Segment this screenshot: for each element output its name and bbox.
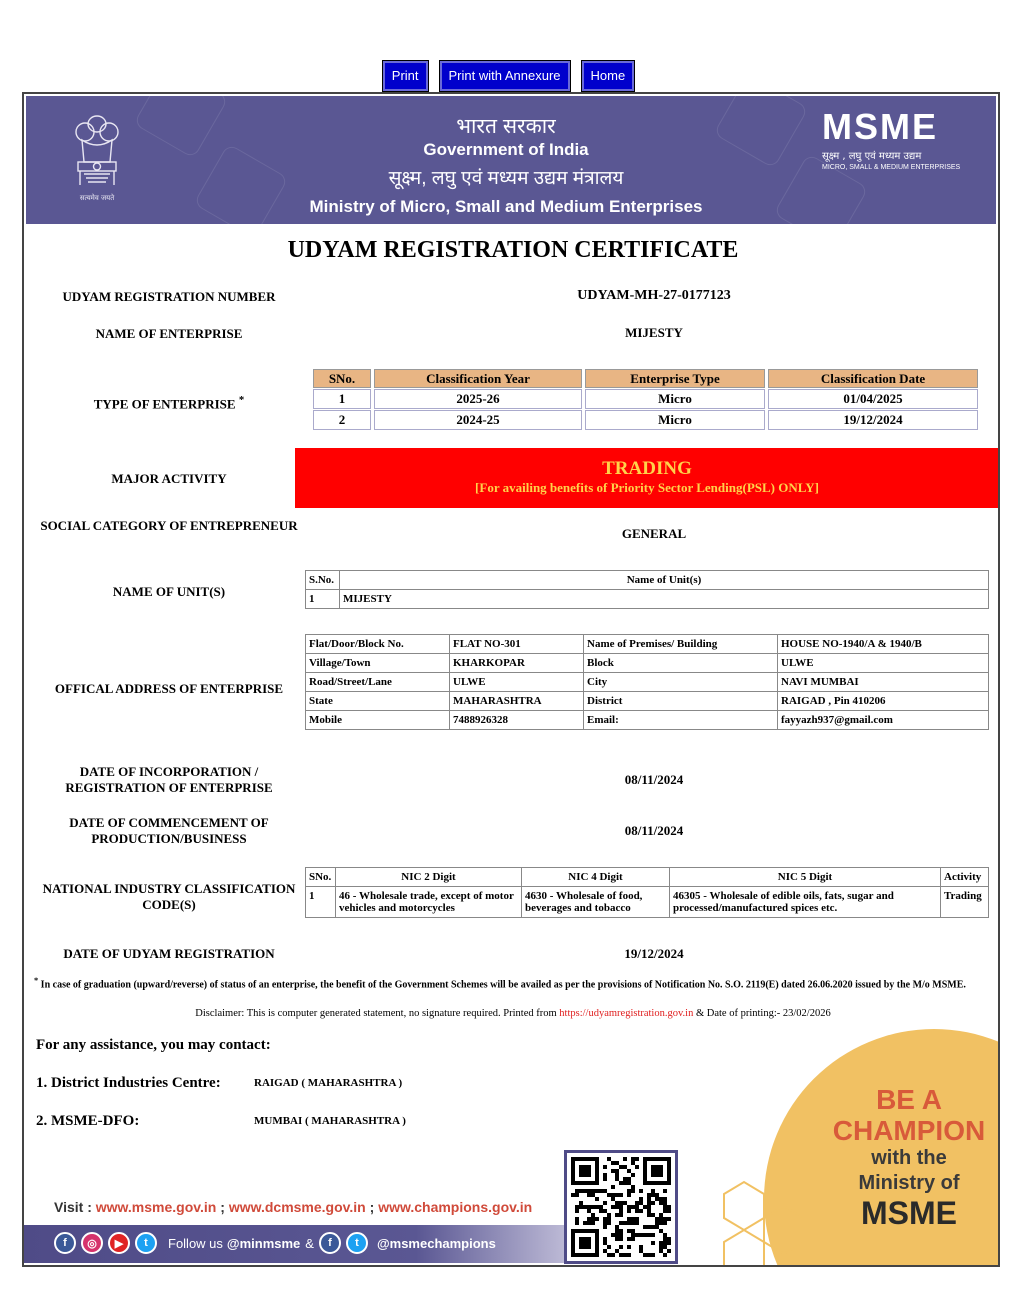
print-button[interactable]: Print [383,61,428,91]
table-cell: State [306,692,450,711]
major-activity-banner [295,448,999,508]
dfo-value: MUMBAI ( MAHARASHTRA ) [254,1115,406,1127]
table-cell: 7488926328 [450,711,584,730]
footnote-mark: * [238,394,245,406]
visit-links [54,1199,532,1215]
footnote-text: In case of graduation (upward/reverse) of status of an enterprise, the benefit of the Government Schemes will be availed as per the provisions of Notification No. S.O. 2119(E) dated 26.06.2020 issued by the M/o MSME. [40,979,966,991]
table-row [306,673,989,692]
column-header: Classification Date [768,369,978,388]
column-header: Classification Year [374,369,582,388]
header-banner [26,96,996,224]
nic-table [305,867,989,918]
dfo-label: 2. MSME-DFO: [36,1113,140,1129]
certificate-title: UDYAM REGISTRATION CERTIFICATE [287,237,739,263]
instagram-icon[interactable]: ◎ [81,1232,103,1254]
table-cell: Flat/Door/Block No. [306,635,450,654]
table-cell: 2 [313,410,371,430]
champion-message [809,1084,1000,1230]
msmechampions-handle[interactable]: @msmechampions [376,1235,496,1251]
table-cell: Mobile [306,711,450,730]
table-cell: Micro [585,410,765,430]
disclaimer-suffix: & Date of printing:- 23/02/2026 [693,1008,831,1019]
twitter-icon[interactable]: t [135,1232,157,1254]
table-cell: Email: [584,711,778,730]
table-cell: MIJESTY [340,590,989,609]
table-cell: 1 [306,887,336,918]
dcmsme-site-link[interactable]: www.dcmsme.gov.in [228,1199,366,1215]
table-cell: HOUSE NO-1940/A & 1940/B [778,635,989,654]
units-table [305,570,989,609]
table-cell: ULWE [778,654,989,673]
table-row [313,410,978,430]
champion-line-5: MSME [861,1195,957,1231]
table-header-row [313,369,978,388]
visit-label: Visit : [54,1199,92,1215]
social-category-value: GENERAL [621,526,687,541]
follow-text: Follow us [168,1235,223,1251]
footnote-mark: * [34,976,39,985]
address-table [305,634,989,730]
dic-label: 1. District Industries Centre: [36,1075,221,1091]
column-header: Name of Unit(s) [340,571,989,590]
table-header-row [306,571,989,590]
msme-logo-hindi: सूक्ष्म , लघु एवं मध्यम उद्यम [822,151,922,162]
msme-site-link[interactable]: www.msme.gov.in [95,1199,217,1215]
facebook-icon[interactable]: f [54,1232,76,1254]
table-cell: 2025-26 [374,389,582,409]
banner-english-government: Government of India [423,140,589,159]
table-row [306,635,989,654]
table-cell: RAIGAD , Pin 410206 [778,692,989,711]
follow-amp: & [305,1235,314,1251]
minmsme-handle[interactable]: @minmsme [226,1235,301,1251]
disclaimer [24,1008,1000,1019]
qr-code-icon [571,1157,671,1257]
commencement-value: 08/11/2024 [624,823,684,838]
column-header: SNo. [306,868,336,887]
table-cell: FLAT NO-301 [450,635,584,654]
udyam-date-value: 19/12/2024 [624,946,684,961]
disclaimer-prefix: Disclaimer: This is computer generated statement, no signature required. Printed from [195,1008,560,1019]
column-header: NIC 2 Digit [336,868,522,887]
toolbar [0,61,1017,91]
type-of-enterprise-label-text: TYPE OF ENTERPRISE [93,396,236,412]
major-activity-note: [For availing benefits of Priority Sector Lending(PSL) ONLY] [475,480,819,495]
follow-bar [24,1225,584,1263]
table-cell: 1 [306,590,340,609]
column-header: NIC 4 Digit [522,868,670,887]
table-cell: ULWE [450,673,584,692]
table-cell: Trading [941,887,989,918]
table-cell: 4630 - Wholesale of food, beverages and tobacco [522,887,670,918]
hex-pattern-icon [684,1164,824,1267]
enterprise-name-value: MIJESTY [625,325,683,340]
champion-line-2: CHAMPION [832,1115,986,1146]
table-header-row [306,868,989,887]
hex-decoration [133,96,229,159]
table-cell: District [584,692,778,711]
msme-logo-english: MICRO, SMALL & MEDIUM ENTERPRISES [822,164,961,171]
column-header: S.No. [306,571,340,590]
youtube-icon[interactable]: ▶ [108,1232,130,1254]
table-row [313,389,978,409]
visit-separator: ; [220,1199,225,1215]
table-row [306,590,989,609]
banner-hindi-government: भारत सरकार [456,115,556,138]
classification-table [310,368,981,431]
msme-logo [822,106,972,171]
table-cell: 2024-25 [374,410,582,430]
type-of-enterprise-label [34,392,304,412]
column-header: Enterprise Type [585,369,765,388]
table-row [306,654,989,673]
table-row [306,692,989,711]
major-activity-value: TRADING [602,458,692,479]
units-label: NAME OF UNIT(S) [112,584,226,599]
column-header: Activity [941,868,989,887]
qr-code [564,1150,678,1264]
table-row [306,887,989,918]
banner-hindi-ministry: सूक्ष्म, लघु एवं मध्यम उद्यम मंत्रालय [388,168,624,189]
registration-site-link[interactable]: https://udyamregistration.gov.in [559,1008,694,1019]
table-cell: 01/04/2025 [768,389,978,409]
incorporation-label: DATE OF INCORPORATION / REGISTRATION OF ENTERPRISE [65,764,273,795]
table-cell: Block [584,654,778,673]
dic-value: RAIGAD ( MAHARASHTRA ) [254,1077,403,1089]
table-cell: KHARKOPAR [450,654,584,673]
table-cell: Name of Premises/ Building [584,635,778,654]
major-activity-label: MAJOR ACTIVITY [111,471,227,486]
champion-line-3: with the [871,1147,947,1169]
emblem-caption: सत्यमेव जयते [79,194,115,202]
certificate [22,92,1000,1267]
assistance-heading: For any assistance, you may contact: [36,1037,271,1053]
table-row [306,711,989,730]
table-cell: MAHARASHTRA [450,692,584,711]
table-cell: Micro [585,389,765,409]
commencement-label: DATE OF COMMENCEMENT OF PRODUCTION/BUSINESS [69,815,269,846]
table-cell: 46 - Wholesale trade, except of motor vehicles and motorcycles [336,887,522,918]
champions-site-link[interactable]: www.champions.gov.in [378,1199,533,1215]
follow-us [54,1232,496,1254]
national-emblem-icon [66,110,128,208]
address-label: OFFICAL ADDRESS OF ENTERPRISE [54,681,284,696]
msme-logo-word: MSME [822,106,938,147]
incorporation-value: 08/11/2024 [624,772,684,787]
footnote [34,974,992,992]
table-cell: Road/Street/Lane [306,673,450,692]
table-cell: NAVI MUMBAI [778,673,989,692]
visit-separator: ; [369,1199,375,1215]
reg-number-label: UDYAM REGISTRATION NUMBER [62,289,276,304]
email-value: fayyazh937@gmail.com [778,711,989,730]
nic-label: NATIONAL INDUSTRY CLASSIFICATION CODE(S) [42,881,296,912]
table-cell: City [584,673,778,692]
banner-english-ministry: Ministry of Micro, Small and Medium Enterprises [309,197,703,216]
table-cell: 1 [313,389,371,409]
home-button[interactable]: Home [582,61,635,91]
column-header: SNo. [313,369,371,388]
table-cell: 19/12/2024 [768,410,978,430]
champion-line-1: BE A [876,1084,942,1115]
social-category-label: SOCIAL CATEGORY OF ENTREPRENEUR [40,518,298,533]
facebook-icon[interactable]: f [319,1232,341,1254]
table-cell: Village/Town [306,654,450,673]
udyam-date-label: DATE OF UDYAM REGISTRATION [63,946,275,961]
print-with-annexure-button[interactable]: Print with Annexure [440,61,570,91]
table-cell: 46305 - Wholesale of edible oils, fats, sugar and processed/manufactured spices etc. [670,887,941,918]
enterprise-name-label: NAME OF ENTERPRISE [95,326,243,341]
twitter-icon[interactable]: t [346,1232,368,1254]
reg-number-value: UDYAM-MH-27-0177123 [577,288,731,303]
champion-line-4: Ministry of [858,1172,960,1194]
column-header: NIC 5 Digit [670,868,941,887]
